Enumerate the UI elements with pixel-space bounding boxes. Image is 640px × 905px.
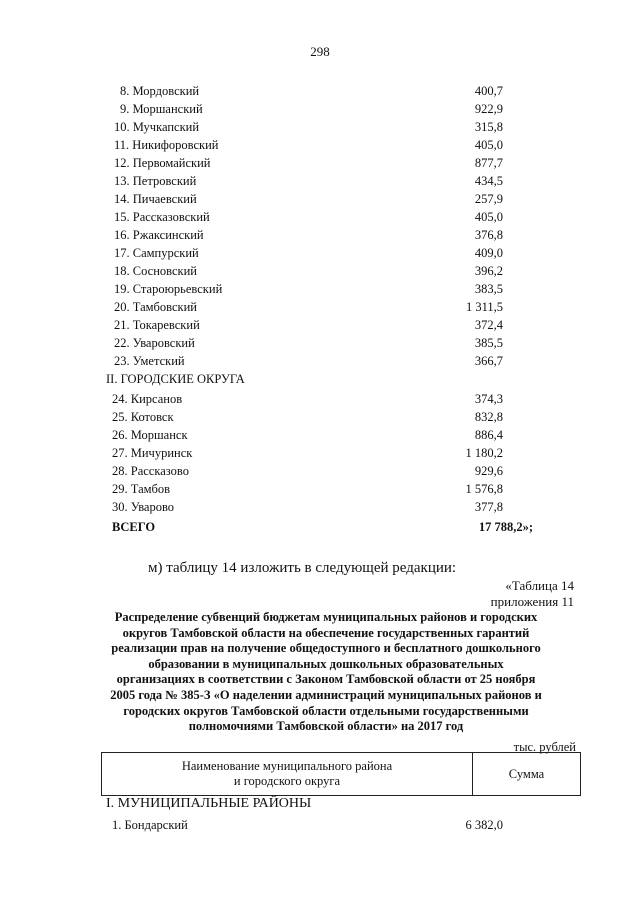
district-value: 1 180,2 <box>465 446 503 460</box>
district-value: 832,8 <box>474 410 503 424</box>
page-number: 298 <box>310 44 330 59</box>
district-value: 6 382,0 <box>465 818 503 832</box>
district-value: 372,4 <box>474 318 503 332</box>
list-item <box>0 410 640 428</box>
district-value: 383,5 <box>474 282 503 296</box>
list-item <box>0 210 640 228</box>
district-value: 929,6 <box>474 464 503 478</box>
column-header-sum: Сумма <box>508 766 545 781</box>
district-value: 409,0 <box>474 246 503 260</box>
district-name: 21. Токаревский <box>114 318 200 332</box>
list-item <box>0 318 640 336</box>
district-name: 13. Петровский <box>114 174 197 188</box>
district-name: 30. Уварово <box>112 500 175 514</box>
list-item <box>0 392 640 410</box>
district-name: 11. Никифоровский <box>114 138 219 152</box>
district-name: 27. Мичуринск <box>112 446 193 460</box>
list-item <box>0 192 640 210</box>
units-label: тыс. рублей <box>513 740 576 754</box>
list-item <box>0 428 640 446</box>
district-name: 14. Пичаевский <box>114 192 197 206</box>
amendment-instruction: м) таблицу 14 изложить в следующей редакции: <box>148 560 457 576</box>
district-value: 257,9 <box>474 192 503 206</box>
district-value: 434,5 <box>474 174 503 188</box>
district-value: 877,7 <box>474 156 503 170</box>
district-name: 9. Моршанский <box>120 102 203 116</box>
district-name: 25. Котовск <box>112 410 174 424</box>
district-name: 17. Сампурский <box>114 246 199 260</box>
district-name: 16. Ржаксинский <box>114 228 204 242</box>
district-value: 405,0 <box>474 210 503 224</box>
district-name: 19. Староюрьевский <box>114 282 223 296</box>
table-ref-line1: «Таблица 14 <box>505 578 574 593</box>
list-item <box>0 282 640 300</box>
district-value: 886,4 <box>474 428 503 442</box>
district-name: 15. Рассказовский <box>114 210 210 224</box>
list-item <box>0 174 640 192</box>
table-header <box>101 752 581 796</box>
municipal-districts-heading: I. МУНИЦИПАЛЬНЫЕ РАЙОНЫ <box>106 796 312 811</box>
list-item <box>0 336 640 354</box>
list-item <box>0 482 640 500</box>
column-header-name-line2: и городского округа <box>233 774 341 788</box>
column-header-name-line1: Наименование муниципального района <box>181 759 393 773</box>
district-value: 405,0 <box>474 138 503 152</box>
district-name: 28. Рассказово <box>112 464 189 478</box>
list-item <box>0 354 640 372</box>
district-value: 377,8 <box>474 500 503 514</box>
total-label: ВСЕГО <box>112 520 156 534</box>
table-title: Распределение субвенций бюджетам муниципальных районов и городских округов Тамбовской области на обеспечение государственных гарантий реализации прав на получение общедоступного и бесплатного дошкольного образовании в муниципальных дошкольных образовательных организациях в соответствии с Законом Тамбовской области от 25 ноября 2005 года № 385-З «О наделении администраций муниципальных районов и городских округов Тамбовской области отдельными государственными полномочиями Тамбовской области» на 2017 год <box>110 610 542 734</box>
total-value: 17 788,2»; <box>478 520 533 534</box>
district-value: 366,7 <box>474 354 503 368</box>
column-header-name <box>102 753 473 795</box>
district-name: 8. Мордовский <box>120 84 200 98</box>
list-item <box>0 102 640 120</box>
district-value: 922,9 <box>474 102 503 116</box>
table-row <box>0 818 640 836</box>
district-name: 22. Уваровский <box>114 336 195 350</box>
list-item <box>0 246 640 264</box>
district-value: 315,8 <box>474 120 503 134</box>
district-value: 385,5 <box>474 336 503 350</box>
list-item <box>0 500 640 518</box>
district-value: 396,2 <box>474 264 503 278</box>
list-item <box>0 264 640 282</box>
list-item <box>0 156 640 174</box>
urban-districts-heading: II. ГОРОДСКИЕ ОКРУГА <box>106 372 245 386</box>
list-item <box>0 138 640 156</box>
district-value: 1 311,5 <box>465 300 503 314</box>
list-item <box>0 228 640 246</box>
district-name: 10. Мучкапский <box>114 120 200 134</box>
list-item <box>0 84 640 102</box>
district-name: 20. Тамбовский <box>114 300 197 314</box>
district-name: 24. Кирсанов <box>112 392 183 406</box>
district-name: 12. Первомайский <box>114 156 211 170</box>
district-name: 26. Моршанск <box>112 428 188 442</box>
district-name: 1. Бондарский <box>112 818 188 832</box>
list-item <box>0 300 640 318</box>
district-value: 374,3 <box>474 392 503 406</box>
list-item <box>0 464 640 482</box>
district-name: 29. Тамбов <box>112 482 171 496</box>
district-name: 23. Уметский <box>114 354 185 368</box>
list-item <box>0 120 640 138</box>
total-row <box>0 520 640 538</box>
district-value: 376,8 <box>474 228 503 242</box>
district-value: 1 576,8 <box>465 482 503 496</box>
district-value: 400,7 <box>474 84 503 98</box>
table-ref-line2: приложения 11 <box>490 594 574 609</box>
district-name: 18. Сосновский <box>114 264 197 278</box>
list-item <box>0 446 640 464</box>
